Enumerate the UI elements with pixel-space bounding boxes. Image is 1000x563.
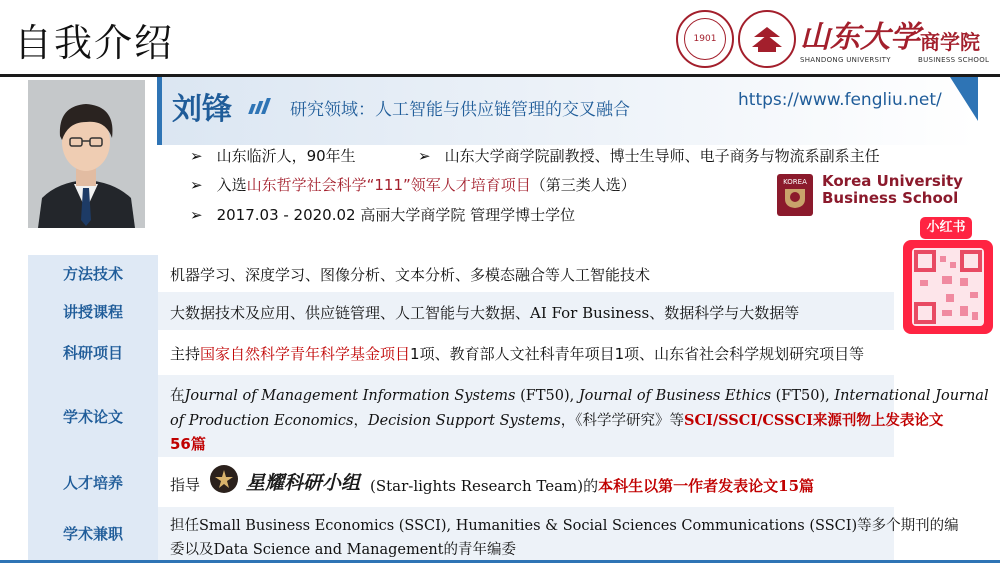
xiaohongshu-badge: 小红书 — [920, 217, 972, 239]
arrow-bullet-icon: ➢ — [190, 176, 203, 194]
bullet-origin: ➢ 山东临沂人，90年生 — [190, 147, 356, 165]
profile-photo — [28, 80, 145, 228]
qr-code-icon — [912, 248, 984, 326]
korea-university-crest-icon: KOREA — [777, 174, 813, 216]
panel-accent-bar — [157, 77, 162, 145]
arrow-bullet-icon: ➢ — [190, 206, 203, 224]
label-methods: 方法技术 — [28, 255, 158, 292]
text-talent-prefix: 指导 — [170, 476, 201, 494]
text-editorial-line1: 担任Small Business Economics (SSCI), Humanities & Social Sciences Communications (SSCI)等多个期刊的编 — [170, 518, 959, 534]
arrow-bullet-icon: ➢ — [190, 147, 203, 165]
text-talent: (Star-lights Research Team)的本科生以第一作者发表论文15篇 — [370, 477, 815, 495]
text-research: 主持国家自然科学青年科学基金项目1项、教育部人文社科青年项目1项、山东省社会科学规划研究项目等 — [170, 345, 865, 363]
university-name-en: SHANDONG UNIVERSITY — [800, 56, 891, 64]
profile-name: 刘锋 — [172, 92, 232, 127]
star-lights-calligraphy: 星耀科研小组 — [246, 472, 361, 494]
star-icon — [210, 465, 238, 493]
tiger-crest-icon — [783, 187, 807, 209]
pagoda-icon — [750, 25, 784, 53]
arrow-bullet-icon: ➢ — [418, 147, 431, 165]
label-courses: 讲授课程 — [28, 292, 158, 330]
star-lights-logo-icon — [210, 465, 238, 493]
text-papers-line3: 56篇 — [170, 435, 206, 453]
bullet-talent-program: ➢ 入选山东哲学社会科学“111”领军人才培育项目（第三类人选） — [190, 176, 636, 194]
school-emblem-icon — [738, 10, 796, 68]
text-papers-line1: 在Journal of Management Information Systems (FT50), Journal of Business Ethics (FT50), International Journal — [170, 388, 989, 404]
school-name-cn: 商学院 — [920, 30, 980, 54]
qr-code[interactable] — [912, 248, 984, 326]
school-name-en: BUSINESS SCHOOL — [918, 56, 990, 64]
label-talent: 人才培养 — [28, 457, 158, 507]
text-editorial-line2: 委以及Data Science and Management的青年编委 — [170, 542, 516, 558]
label-papers: 学术论文 — [28, 375, 158, 457]
bullet-education: ➢ 2017.03 - 2020.02 高丽大学商学院 管理学博士学位 — [190, 206, 576, 224]
label-research: 科研项目 — [28, 330, 158, 375]
korea-university-business-school: Korea University Business School — [822, 172, 963, 207]
text-methods: 机器学习、深度学习、图像分析、文本分析、多模态融合等人工智能技术 — [170, 266, 651, 284]
homepage-link[interactable]: https://www.fengliu.net/ — [738, 90, 942, 110]
label-editorial: 学术兼职 — [28, 507, 158, 560]
text-papers-line2: of Production Economics，Decision Support Systems，《科学学研究》等SCI/SSCI/CSSCI来源刊物上发表论文 — [170, 412, 944, 429]
portrait-illustration — [28, 80, 145, 228]
text-courses: 大数据技术及应用、供应链管理、人工智能与大数据、AI For Business、数据科学与大数据等 — [170, 304, 800, 322]
research-field: 研究领域：人工智能与供应链管理的交叉融合 — [290, 100, 630, 120]
page-title: 自我介绍 — [14, 21, 175, 65]
university-name-cn: 山东大学 — [800, 20, 920, 55]
bullet-position: ➢ 山东大学商学院副教授、博士生导师、电子商务与物流系副系主任 — [418, 147, 880, 165]
university-seal-icon — [676, 10, 734, 68]
seal-year: 1901 — [684, 18, 726, 60]
